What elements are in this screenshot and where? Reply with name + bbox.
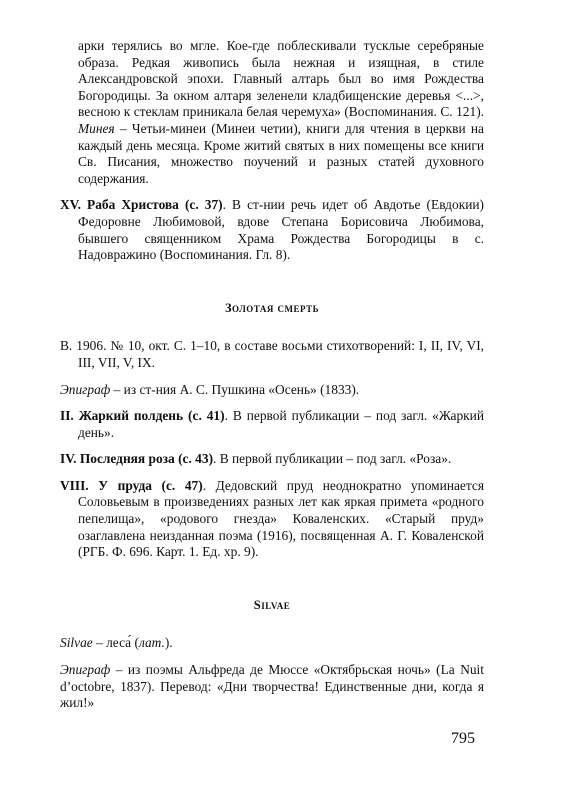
epigraph-term-2: Эпиграф: [60, 662, 111, 678]
page-body: [60, 38, 484, 712]
note-xv-text: . В ст-нии речь идет об Авдотье (Евдокии) Федоровне Любимовой, вдове Степана Борисовича Любимова, бывшего священником Храма Рождества Богородицы в с. Надовражино (Воспоминания. Гл. 8).: [78, 197, 484, 263]
silvae-lang: лат.: [138, 635, 165, 651]
epigraph-text: – из ст-ния А. С. Пушкина «Осень» (1833).: [110, 381, 360, 397]
spacer: [60, 264, 484, 300]
epigraph-note-1: [60, 382, 484, 399]
silvae-note: [60, 635, 484, 652]
minea-term: Минея: [78, 120, 115, 136]
note-viii: [60, 478, 484, 561]
note-iv-text: . В первой публикации – под загл. «Роза».: [213, 451, 452, 467]
note-ii-head: II. Жаркий полдень (с. 41): [60, 408, 225, 424]
note-viii-head: VIII. У пруда (с. 47): [60, 477, 203, 493]
note-xv: [60, 197, 484, 263]
note-viii-text: . Дедовский пруд неоднократно упоминается Соловьевым в произведениях разных лет как яркая примета «родного пепелища», «родового гнезда» Коваленских. «Старый пруд» озаглавлена неизданная поэма (1916), посвященная А. Г. Коваленской (РГБ. Ф. 696. Карт. 1. Ед. хр. 9).: [78, 477, 484, 560]
note-iv: [60, 451, 484, 468]
intro-text-end: – Четьи-минеи (Минеи четии), книги для чтения в церкви на каждый день месяца. Кроме житий святых в них помещены все книги Св. Писания, множество поучений и разных статей духовного содержания.: [78, 120, 484, 186]
epigraph-term: Эпиграф: [60, 381, 111, 397]
spacer: [60, 561, 484, 597]
source-note: В. 1906. № 10, окт. С. 1–10, в составе восьми стихотворений: I, II, IV, VI, III, VII, V, IX.: [60, 338, 484, 370]
intro-text: арки терялись во мгле. Кое-где поблескивали тусклые серебряные образа. Редкая живопись была нежная и изящная, в стиле Александровской эпохи. Главный алтарь был во имя Рождества Богородицы. За окном алтаря зеленели кладбищенские деревья <...>, весною к стеклам приникала белая черемуха» (Воспоминания. С. 121).: [78, 38, 484, 120]
note-ii: [60, 408, 484, 441]
silvae-mid: – леса́ (: [92, 635, 139, 651]
page-number: 795: [451, 730, 475, 747]
silvae-end: ).: [164, 635, 173, 651]
note-xv-head: XV. Раба Христова (с. 37): [60, 197, 223, 213]
note-iv-head: IV. Последняя роза (с. 43): [60, 451, 214, 467]
spacer: [60, 613, 484, 635]
section-title-silvae: Silvae: [253, 597, 291, 612]
intro-paragraph: [78, 38, 484, 187]
epigraph-text-2: – из поэмы Альфреда де Мюссе «Октябрьская ночь» (La Nuit d’octobre, 1837). Перевод: «Дни творчества! Единственные дни, когда я жил!»: [60, 662, 484, 711]
silvae-term: Silvae: [60, 635, 93, 651]
note-ii-text: . В первой публикации – под загл. «Жаркий день».: [78, 408, 485, 440]
spacer: [60, 316, 484, 338]
epigraph-note-2: [60, 662, 484, 712]
section-title-zolotaya-smert: Золотая смерть: [224, 300, 320, 315]
intro-continuation: [60, 38, 484, 187]
